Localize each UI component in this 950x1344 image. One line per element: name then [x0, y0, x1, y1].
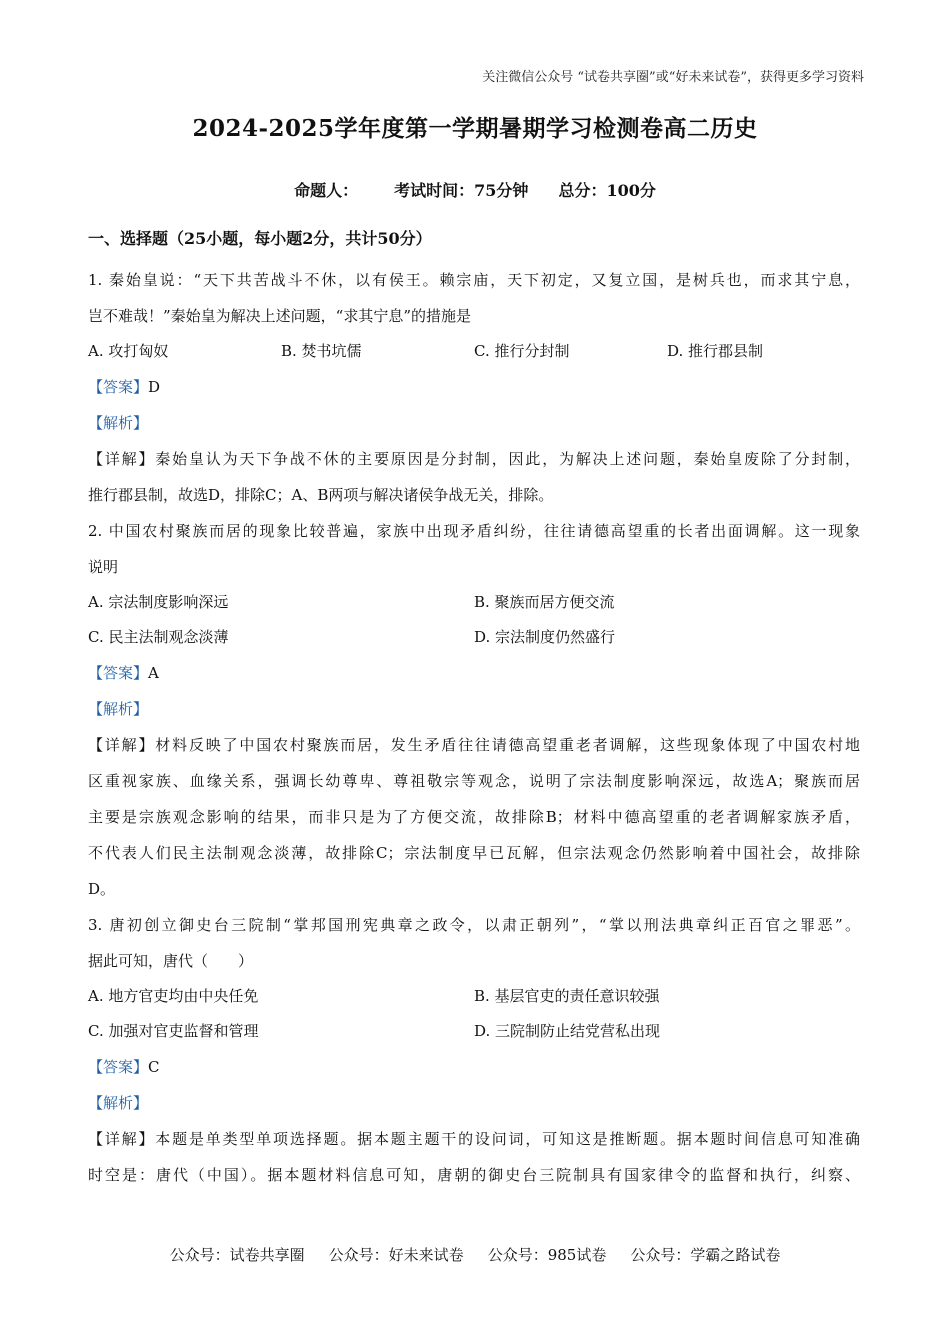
analysis-label: 【解析】 [88, 1094, 149, 1112]
detail-label: 【详解】 [88, 1130, 156, 1148]
detail-text: 本题是单类型单项选择题。据本题主题干的设问词，可知这是推断题。据本题时间信息可知准确 [155, 1130, 860, 1148]
footer-item: 公众号：学霸之路试卷 [630, 1246, 781, 1264]
detail-label: 【详解】 [88, 736, 156, 754]
analysis-line [88, 405, 860, 441]
detail-line: 主要是宗族观念影响的结果，而非只是为了方便交流，故排除B；材料中德高望重的老者调解家族矛盾， [88, 808, 860, 826]
question-stem-line: 1. 秦始皇说：“天下共苦战斗不休，以有侯王。赖宗庙，天下初定，又复立国，是树兵也，而求其宁息， [88, 271, 860, 289]
detail-line [88, 727, 860, 763]
detail-line: 区重视家族、血缘关系，强调长幼尊卑、尊祖敬宗等观念，说明了宗法制度影响深远，故选A；聚族而居 [88, 772, 860, 790]
detail-line [88, 441, 860, 477]
answer-label: 【答案】 [88, 664, 149, 682]
option-d: D. 三院制防止结党营私出现 [474, 1022, 661, 1040]
question-2 [88, 513, 860, 907]
analysis-label: 【解析】 [88, 414, 149, 432]
question-stem-line: 岂不难哉！”秦始皇为解决上述问题，“求其宁息”的措施是 [88, 307, 472, 325]
detail-line [88, 1121, 860, 1157]
option-b: B. 焚书坑儒 [281, 342, 362, 360]
option-b: B. 聚族而居方便交流 [474, 593, 615, 611]
detail-line: 时空是：唐代（中国）。据本题材料信息可知，唐朝的御史台三院制具有国家律令的监督和执行，纠察、 [88, 1166, 860, 1184]
footer [0, 1244, 950, 1265]
answer-value: A [148, 664, 159, 682]
question-stem-line: 说明 [88, 558, 119, 576]
footer-item: 公众号：试卷共享圈 [169, 1246, 305, 1264]
answer-value: D [148, 378, 161, 396]
option-d: D. 宗法制度仍然盛行 [474, 628, 616, 646]
question-stem-line: 3. 唐初创立御史台三院制“掌邦国刑宪典章之政令，以肃正朝列”，“掌以刑法典章纠正百官之罪恶”。 [88, 916, 860, 934]
section-title: 一、选择题（25小题，每小题2分，共计50分） [88, 229, 432, 248]
question-list [88, 262, 860, 1193]
footer-item: 公众号：好未来试卷 [328, 1246, 464, 1264]
option-a: A. 宗法制度影响深远 [88, 593, 229, 611]
detail-text: 材料反映了中国农村聚族而居，发生矛盾往往请德高望重老者调解，这些现象体现了中国农村地 [155, 736, 860, 754]
option-a: A. 地方官吏均由中央任免 [88, 987, 259, 1005]
options-row [88, 620, 860, 655]
detail-text: 秦始皇认为天下争战不休的主要原因是分封制，因此，为解决上述问题，秦始皇废除了分封制， [155, 450, 860, 468]
answer-label: 【答案】 [88, 1058, 149, 1076]
option-c: C. 民主法制观念淡薄 [88, 628, 229, 646]
option-a: A. 攻打匈奴 [88, 342, 169, 360]
total-score: 总分：100分 [558, 181, 656, 200]
detail-line: 不代表人们民主法制观念淡薄，故排除C；宗法制度早已瓦解，但宗法观念仍然影响着中国社会，故排除 [88, 844, 860, 862]
answer-label: 【答案】 [88, 378, 149, 396]
analysis-line [88, 1085, 860, 1121]
options-row [88, 1014, 860, 1049]
option-d: D. 推行郡县制 [667, 342, 764, 360]
answer-line [88, 1049, 860, 1085]
analysis-line [88, 691, 860, 727]
options-row [88, 979, 860, 1014]
exam-time: 考试时间：75分钟 [394, 181, 529, 200]
header-note: 关注微信公众号 “试卷共享圈”或“好未来试卷”，获得更多学习资料 [482, 70, 864, 85]
options-row [88, 334, 860, 369]
exam-meta [0, 178, 950, 201]
options-row [88, 585, 860, 620]
detail-line: D。 [88, 880, 116, 898]
question-3 [88, 907, 860, 1193]
footer-item: 公众号：985试卷 [487, 1246, 607, 1264]
page-title: 2024-2025学年度第一学期暑期学习检测卷高二历史 [192, 115, 758, 142]
answer-line [88, 655, 860, 691]
detail-label: 【详解】 [88, 450, 156, 468]
detail-line: 推行郡县制，故选D，排除C；A、B两项与解决诸侯争战无关，排除。 [88, 486, 554, 504]
question-stem-line: 据此可知，唐代（ ） [88, 952, 254, 970]
option-c: C. 加强对官吏监督和管理 [88, 1022, 259, 1040]
question-stem-line: 2. 中国农村聚族而居的现象比较普遍，家族中出现矛盾纠纷，往往请德高望重的长者出面调解。这一现象 [88, 522, 860, 540]
question-1 [88, 262, 860, 513]
answer-line [88, 369, 860, 405]
analysis-label: 【解析】 [88, 700, 149, 718]
option-b: B. 基层官吏的责任意识较强 [474, 987, 660, 1005]
author-label: 命题人： [294, 181, 359, 200]
option-c: C. 推行分封制 [474, 342, 570, 360]
answer-value: C [148, 1058, 160, 1076]
